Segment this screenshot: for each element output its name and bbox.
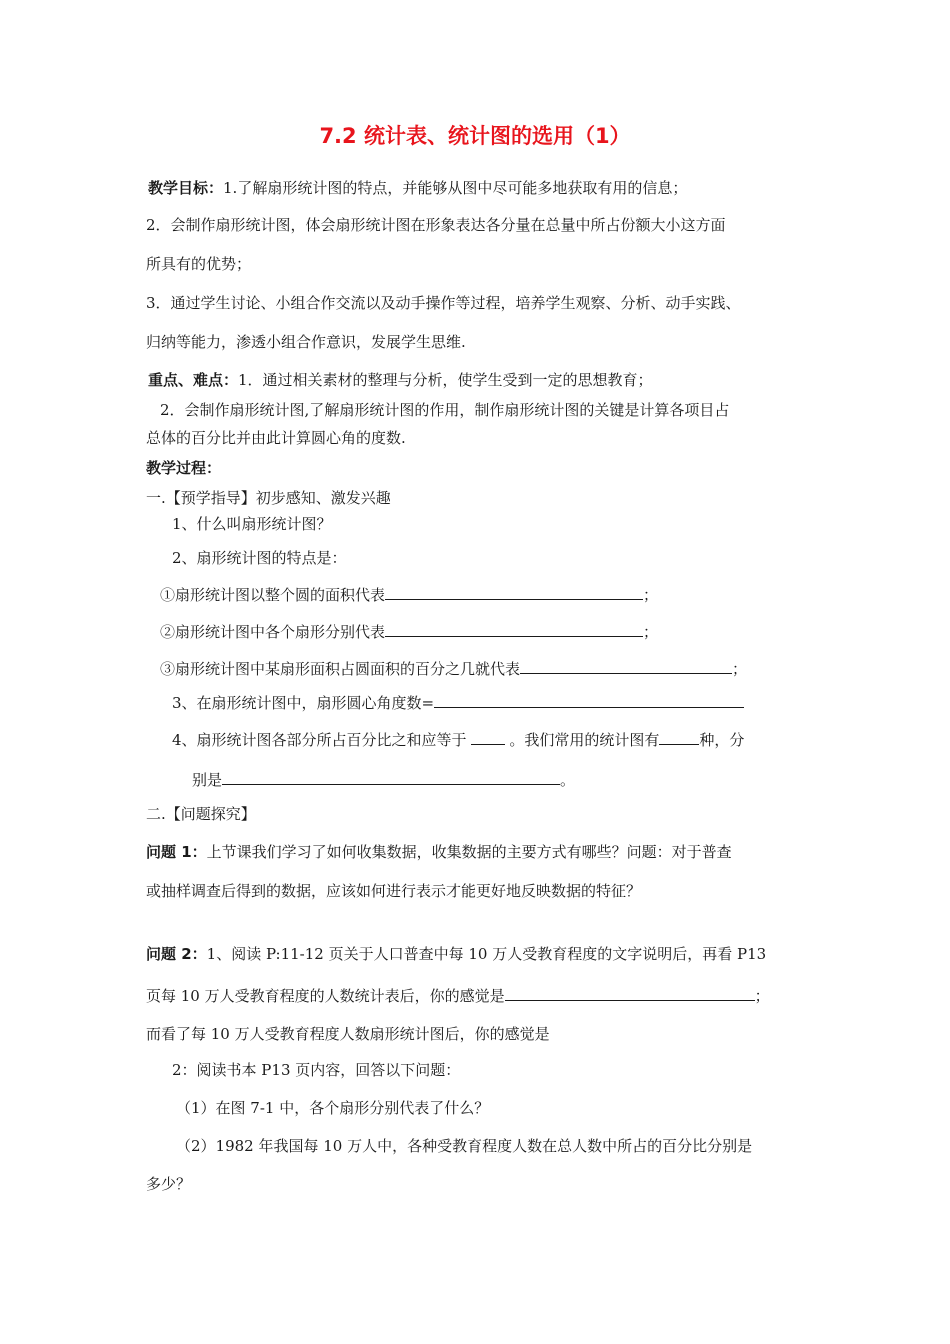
feature-1-blank (385, 584, 643, 600)
question-4-text-b: 。我们常用的统计图有 (509, 731, 660, 749)
question-4-text-c: 种，分 (699, 731, 745, 749)
keypoint-2-line-2: 总体的百分比并由此计算圆心角的度数. (146, 429, 406, 447)
problem-2-semicolon: ； (754, 987, 770, 1005)
problem-2-line-2 (146, 985, 770, 1006)
feature-2-line (160, 621, 658, 642)
question-4-blank-count (659, 729, 699, 745)
feature-2-blank (385, 621, 643, 637)
problem-2-sub-question-2-line-1: （2）1982 年我国每 10 万人中，各种受教育程度人数在总人数中所占的百分比分别是 (176, 1137, 753, 1155)
keypoint-1: 1．通过相关素材的整理与分析，使学生受到一定的思想教育； (238, 371, 653, 389)
objective-1: 1.了解扇形统计图的特点，并能够从图中尽可能多地获取有用的信息； (223, 179, 688, 197)
feature-3-semicolon: ； (732, 660, 748, 678)
question-4-blank-sum (471, 729, 505, 745)
feature-3-line (160, 658, 747, 679)
question-4-blank-types (222, 769, 560, 785)
problem-2-sub: 2：阅读书本 P13 页内容，回答以下问题： (172, 1061, 461, 1079)
feature-3-blank (520, 658, 732, 674)
question-4-text-d: 别是 (192, 771, 223, 789)
question-4-text-a: 4、扇形统计图各部分所占百分比之和应等于 (172, 731, 467, 749)
problem-2-line-1 (146, 944, 766, 964)
section-2-heading: 二.【问题探究】 (146, 805, 256, 823)
objective-2-line-2: 所具有的优势； (146, 255, 252, 273)
objective-3-line-1: 3．通过学生讨论、小组合作交流以及动手操作等过程，培养学生观察、分析、动手实践、 (146, 294, 741, 312)
feature-1-semicolon: ； (643, 586, 659, 604)
section-1-question-4 (172, 729, 744, 750)
process-label: 教学过程： (146, 459, 222, 477)
problem-1-line-1 (146, 842, 732, 862)
section-1-question-1: 1、什么叫扇形统计图？ (172, 515, 332, 533)
feature-1-line (160, 584, 658, 605)
problem-1-label: 问题 1： (146, 843, 207, 861)
objectives-line-1 (148, 178, 687, 198)
problem-2-text-2: 页每 10 万人受教育程度的人数统计表后，你的感觉是 (146, 987, 505, 1005)
problem-1-line-2: 或抽样调查后得到的数据，应该如何进行表示才能更好地反映数据的特征？ (146, 882, 642, 900)
question-3-blank (434, 692, 744, 708)
section-1-question-3 (172, 692, 744, 713)
keypoints-label: 重点、难点： (148, 371, 239, 389)
problem-2-label: 问题 2： (146, 945, 207, 963)
feature-3-text: ③扇形统计图中某扇形面积占圆面积的百分之几就代表 (160, 660, 521, 678)
section-1-heading: 一.【预学指导】初步感知、激发兴趣 (146, 489, 391, 507)
section-1-question-2: 2、扇形统计图的特点是： (172, 549, 347, 567)
problem-2-text-1: 1、阅读 P:11-12 页关于人口普查中每 10 万人受教育程度的文字说明后，再看 P13 (206, 945, 767, 963)
question-3-text: 3、在扇形统计图中，扇形圆心角度数= (172, 694, 435, 712)
problem-2-blank (505, 985, 755, 1001)
section-1-question-4-cont (192, 769, 575, 790)
page-title: 7.2 统计表、统计图的选用（1） (319, 124, 631, 148)
objectives-label: 教学目标： (148, 179, 224, 197)
problem-2-sub-question-1: （1）在图 7-1 中，各个扇形分别代表了什么？ (176, 1099, 490, 1117)
problem-2-sub-question-2-line-2: 多少？ (146, 1175, 192, 1193)
problem-1-text-1: 上节课我们学习了如何收集数据，收集数据的主要方式有哪些？问题：对于普查 (206, 843, 732, 861)
question-4-period: 。 (560, 771, 576, 789)
objective-2-line-1: 2．会制作扇形统计图，体会扇形统计图在形象表达各分量在总量中所占份额大小这方面 (146, 216, 726, 234)
feature-2-text: ②扇形统计图中各个扇形分别代表 (160, 623, 386, 641)
keypoint-2-line-1: 2．会制作扇形统计图,了解扇形统计图的作用，制作扇形统计图的关键是计算各项目占 (160, 401, 730, 419)
problem-2-line-3: 而看了每 10 万人受教育程度人数扇形统计图后，你的感觉是 (146, 1025, 550, 1043)
keypoints-line-1 (148, 370, 653, 390)
objective-3-line-2: 归纳等能力，渗透小组合作意识，发展学生思维. (146, 333, 466, 351)
feature-2-semicolon: ； (643, 623, 659, 641)
feature-1-text: ①扇形统计图以整个圆的面积代表 (160, 586, 386, 604)
